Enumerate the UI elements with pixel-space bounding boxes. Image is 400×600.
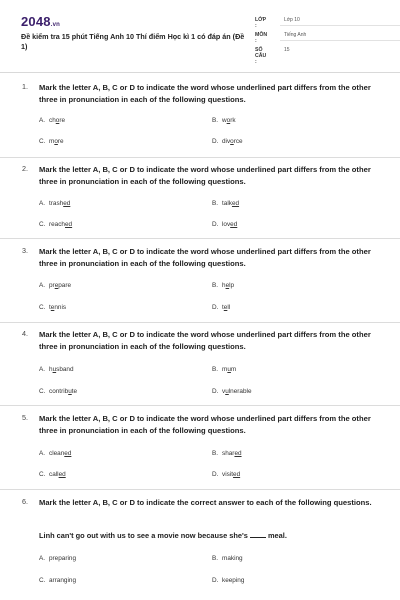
option-b[interactable]: B. help: [212, 282, 235, 289]
divider: [0, 489, 400, 490]
option-a[interactable]: A. preparing: [39, 555, 77, 562]
option-d[interactable]: D. keeping: [212, 577, 245, 584]
option-b[interactable]: B. work: [212, 117, 236, 124]
option-a[interactable]: A. trashed: [39, 200, 71, 207]
option-c[interactable]: C. contribute: [39, 388, 78, 395]
question-number: 3.: [22, 246, 28, 255]
divider: [0, 405, 400, 406]
question-number: 2.: [22, 164, 28, 173]
option-d[interactable]: D. tell: [212, 304, 231, 311]
option-d[interactable]: D. vulnerable: [212, 388, 252, 395]
option-a[interactable]: A. prepare: [39, 282, 72, 289]
option-a[interactable]: A. cleaned: [39, 450, 72, 457]
option-d[interactable]: D. loved: [212, 221, 238, 228]
option-a[interactable]: A. husband: [39, 366, 74, 373]
option-c[interactable]: C. arranging: [39, 577, 77, 584]
option-c[interactable]: C. called: [39, 471, 66, 478]
option-b[interactable]: B. making: [212, 555, 243, 562]
page-header: 2048.vn Đề kiểm tra 15 phút Tiếng Anh 10 Thí điểm Học kì 1 có đáp án (Đề 1) LỚP : Lớp 10 MÔN : Tiếng Anh SỐ CÂU : 15: [0, 0, 400, 73]
divider: [0, 238, 400, 239]
answer-blank: [250, 530, 266, 538]
question-number: 5.: [22, 413, 28, 422]
question-number: 6.: [22, 497, 28, 506]
option-d[interactable]: D. divorce: [212, 138, 243, 145]
divider: [0, 322, 400, 323]
divider: [0, 157, 400, 158]
question-text: Mark the letter A, B, C or D to indicate the word whose underlined part differs from the other three in pronunciation in each of the following questions.: [39, 330, 371, 351]
option-c[interactable]: C. tennis: [39, 304, 67, 311]
option-d[interactable]: D. visited: [212, 471, 241, 478]
question-text: Mark the letter A, B, C or D to indicate the correct answer to each of the following questions.: [39, 498, 372, 507]
question-text: Mark the letter A, B, C or D to indicate the word whose underlined part differs from the other three in pronunciation in each of the following questions.: [39, 165, 371, 186]
option-b[interactable]: B. shared: [212, 450, 242, 457]
option-b[interactable]: B. talked: [212, 200, 240, 207]
question-text: Mark the letter A, B, C or D to indicate the word whose underlined part differs from the other three in pronunciation in each of the following questions.: [39, 247, 371, 268]
question-stem: Linh can't go out with us to see a movie now because she's meal.: [39, 531, 287, 540]
page-title: Đề kiểm tra 15 phút Tiếng Anh 10 Thí điểm Học kì 1 có đáp án (Đề 1): [21, 32, 245, 51]
question-text: Mark the letter A, B, C or D to indicate the word whose underlined part differs from the other three in pronunciation in each of the following questions.: [39, 414, 371, 435]
question-number: 4.: [22, 329, 28, 338]
option-c[interactable]: C. more: [39, 138, 64, 145]
question-text: Mark the letter A, B, C or D to indicate the word whose underlined part differs from the other three in pronunciation in each of the following questions.: [39, 83, 371, 104]
option-a[interactable]: A. chore: [39, 117, 65, 124]
option-c[interactable]: C. reached: [39, 221, 73, 228]
option-b[interactable]: B. mum: [212, 366, 237, 373]
site-logo[interactable]: 2048.vn: [21, 14, 61, 29]
question-number: 1.: [22, 82, 28, 91]
